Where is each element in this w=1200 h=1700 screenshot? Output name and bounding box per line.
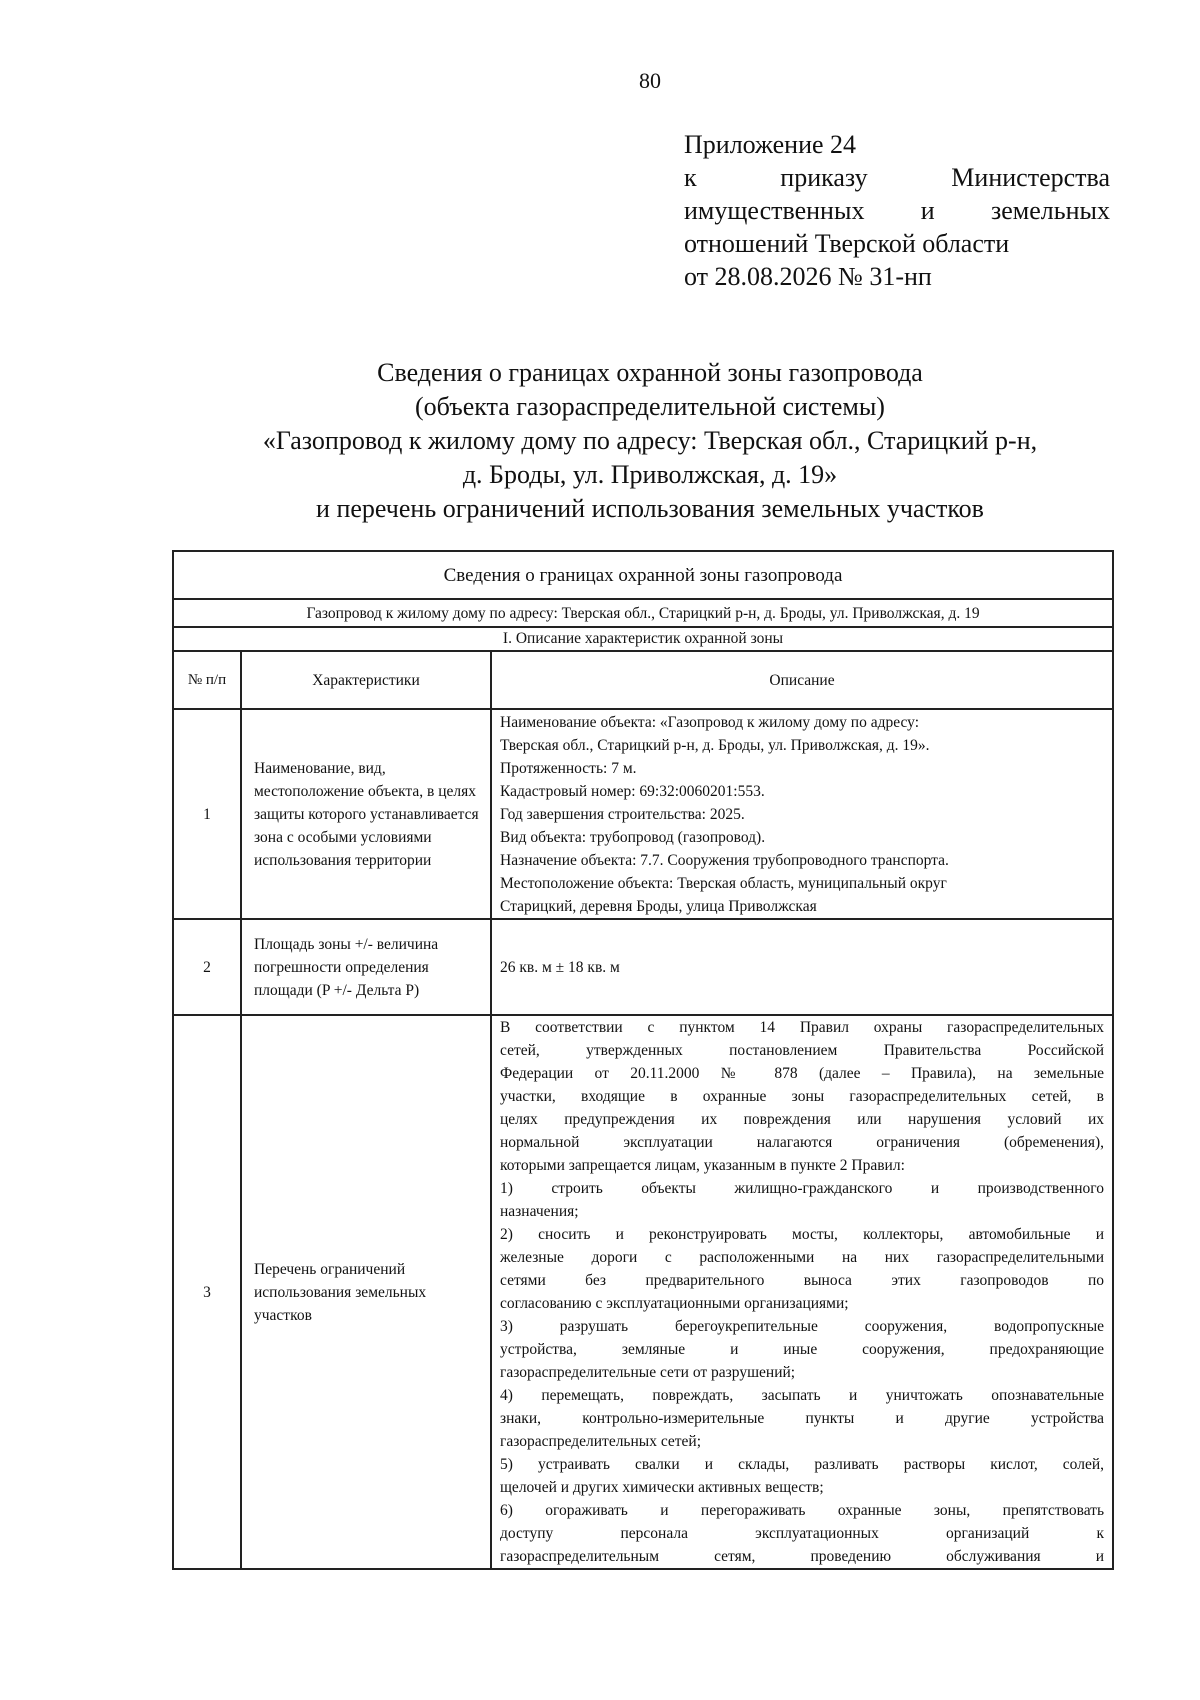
description-line: сетей, утвержденных постановлением Правительства Российской: [500, 1042, 1105, 1059]
description-line: целях предупреждения их повреждения или нарушения условий их: [500, 1111, 1105, 1128]
table-heading: Сведения о границах охранной зоны газопровода: [173, 551, 1113, 599]
description-line: 5) устраивать свалки и склады, разливать растворы кислот, солей,: [500, 1456, 1105, 1473]
table-object-name: Газопровод к жилому дому по адресу: Тверская обл., Старицкий р-н, д. Броды, ул. Приволжская, д. 19: [173, 599, 1113, 627]
table-section-row: [173, 627, 1113, 651]
description-line: устройства, земляные и иные сооружения, предохраняющие: [500, 1341, 1105, 1358]
description-line: Старицкий, деревня Броды, улица Приволжская: [500, 897, 817, 915]
title-line: Сведения о границах охранной зоны газопровода: [377, 358, 923, 387]
description-line: газораспределительным сетям, проведению обслуживания и: [500, 1548, 1105, 1565]
row-description: [491, 1015, 1113, 1569]
description-line: щелочей и других химически активных веществ;: [500, 1479, 824, 1496]
column-header-characteristics: Характеристики: [241, 651, 491, 709]
table-section-title: I. Описание характеристик охранной зоны: [173, 627, 1113, 651]
column-header-description: Описание: [491, 651, 1113, 709]
description-line: нормальной эксплуатации налагаются ограничения (обременения),: [500, 1134, 1105, 1151]
description-line: Год завершения строительства: 2025.: [500, 805, 745, 823]
description-line: Местоположение объекта: Тверская область, муниципальный округ: [500, 874, 947, 892]
row-characteristic: Наименование, вид, местоположение объекта, в целях защиты которого устанавливается зона с особыми условиями использования территории: [241, 709, 491, 919]
table-row: [173, 1015, 1113, 1569]
row-number: 3: [173, 1015, 241, 1569]
description-line: согласованию с эксплуатационными организациями;: [500, 1295, 849, 1312]
description-line: Протяженность: 7 м.: [500, 759, 637, 777]
description-line: знаки, контрольно-измерительные пункты и другие устройства: [500, 1410, 1105, 1427]
row-characteristic: Перечень ограничений использования земельных участков: [241, 1015, 491, 1569]
description-line: Назначение объекта: 7.7. Сооружения трубопроводного транспорта.: [500, 851, 949, 869]
title-line: (объекта газораспределительной системы): [415, 392, 885, 421]
document-title: [0, 356, 1200, 526]
description-line: которыми запрещается лицам, указанным в пункте 2 Правил:: [500, 1157, 905, 1174]
table-row: [173, 709, 1113, 919]
description-line: 3) разрушать берегоукрепительные сооружения, водопропускные: [500, 1318, 1105, 1335]
row-description: 26 кв. м ± 18 кв. м: [491, 919, 1113, 1015]
description-line: газораспределительные сети от разрушений;: [500, 1364, 796, 1381]
description-line: назначения;: [500, 1203, 579, 1220]
appendix-line: к приказу Министерства: [684, 163, 1110, 192]
table-row: [173, 919, 1113, 1015]
description-line: железные дороги с расположенными на них газораспределительными: [500, 1249, 1105, 1266]
title-line: д. Броды, ул. Приволжская, д. 19»: [462, 460, 838, 489]
description-line: Вид объекта: трубопровод (газопровод).: [500, 828, 766, 846]
row-characteristic: Площадь зоны +/- величина погрешности определения площади (P +/- Дельта P): [241, 919, 491, 1015]
description-line: В соответствии с пунктом 14 Правил охраны газораспределительных: [500, 1019, 1105, 1036]
appendix-title: Приложение 24: [684, 130, 857, 159]
appendix-line: имущественных и земельных: [684, 196, 1110, 225]
description-line: участки, входящие в охранные зоны газораспределительных сетей, в: [500, 1088, 1105, 1105]
zone-table: [172, 550, 1114, 1570]
row-number: 2: [173, 919, 241, 1015]
description-line: 6) огораживать и перегораживать охранные зоны, препятствовать: [500, 1502, 1105, 1519]
description-line: доступу персонала эксплуатационных организаций к: [500, 1525, 1105, 1542]
column-header-num: № п/п: [173, 651, 241, 709]
description-line: 2) сносить и реконструировать мосты, коллекторы, автомобильные и: [500, 1226, 1105, 1243]
row-description: [491, 709, 1113, 919]
description-line: газораспределительных сетей;: [500, 1433, 702, 1450]
description-line: Наименование объекта: «Газопровод к жилому дому по адресу:: [500, 713, 920, 731]
table-object-row: [173, 599, 1113, 627]
appendix-block: [684, 128, 1110, 293]
title-line: и перечень ограничений использования земельных участков: [316, 494, 984, 523]
appendix-line: отношений Тверской области: [684, 229, 1010, 258]
row-number: 1: [173, 709, 241, 919]
title-line: «Газопровод к жилому дому по адресу: Тверская обл., Старицкий р-н,: [262, 426, 1038, 455]
description-line: Кадастровый номер: 69:32:0060201:553.: [500, 782, 765, 800]
description-line: сетями без предварительного выноса этих газопроводов по: [500, 1272, 1105, 1289]
description-line: 4) перемещать, повреждать, засыпать и уничтожать опознавательные: [500, 1387, 1105, 1404]
description-line: Федерации от 20.11.2000 № 878 (далее – Правила), на земельные: [500, 1065, 1105, 1082]
page-number: 80: [639, 68, 661, 93]
description-line: 1) строить объекты жилищно-гражданского и производственного: [500, 1180, 1105, 1197]
appendix-order-date: от 28.08.2026 № 31-нп: [684, 262, 932, 291]
description-line: Тверская обл., Старицкий р-н, д. Броды, ул. Приволжская, д. 19».: [500, 736, 930, 754]
table-heading-row: [173, 551, 1113, 599]
table-header-row: [173, 651, 1113, 709]
